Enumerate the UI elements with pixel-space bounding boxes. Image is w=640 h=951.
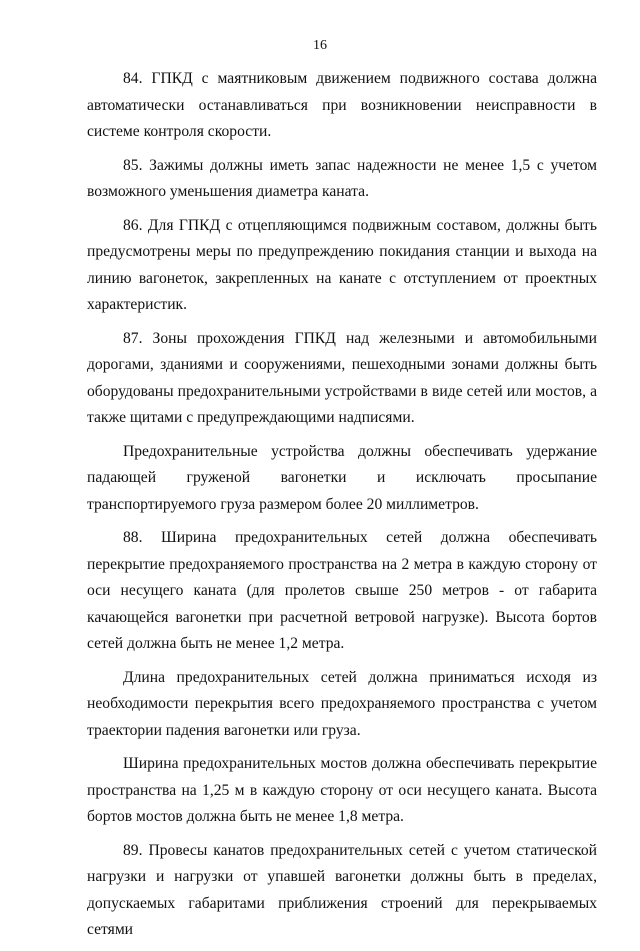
paragraph-87: 87. Зоны прохождения ГПКД над железными и автомобильными дорогами, зданиями и сооружениями, пешеходными зонами должны быть оборудованы предохранительными устройствами в виде сетей или мостов, а также щитами с предупреждающими надписями. [87, 329, 597, 426]
paragraph-85: 85. Зажимы должны иметь запас надежности не менее 1,5 с учетом возможного уменьшения диаметра каната. [87, 156, 597, 200]
paragraph-89: 89. Провесы канатов предохранительных сетей с учетом статической нагрузки и нагрузки от упавшей вагонетки должны быть в пределах, допускаемых габаритами приближения строений для перекрываемых сетями [87, 841, 597, 938]
document-body [87, 66, 597, 951]
paragraph-87-continuation: Предохранительные устройства должны обеспечивать удержание падающей груженой вагонетки и исключать просыпание транспортируемого груза размером более 20 миллиметров. [87, 442, 597, 513]
paragraph-88: 88. Ширина предохранительных сетей должна обеспечивать перекрытие предохраняемого пространства на 2 метра в каждую сторону от оси несущего каната (для пролетов свыше 250 метров - от габарита качающейся вагонетки при расчетной ветровой нагрузке). Высота бортов сетей должна быть не менее 1,2 метра. [87, 529, 597, 652]
paragraph-86: 86. Для ГПКД с отцепляющимся подвижным составом, должны быть предусмотрены меры по предупреждению покидания станции и выхода на линию вагонеток, закрепленных на канате с отступлением от проектных характеристик. [87, 216, 597, 313]
paragraph-84: 84. ГПКД с маятниковым движением подвижного состава должна автоматически останавливаться при возникновении неисправности в системе контроля скорости. [87, 70, 597, 140]
paragraph-88-length: Длина предохранительных сетей должна приниматься исходя из необходимости перекрытия всего предохраняемого пространства с учетом траектории падения вагонетки или груза. [87, 668, 597, 739]
page-number: 16 [313, 38, 327, 53]
paragraph-88-bridges: Ширина предохранительных мостов должна обеспечивать перекрытие пространства на 1,25 м в каждую сторону от оси несущего каната. Высота бортов мостов должна быть не менее 1,8 метра. [87, 755, 597, 825]
